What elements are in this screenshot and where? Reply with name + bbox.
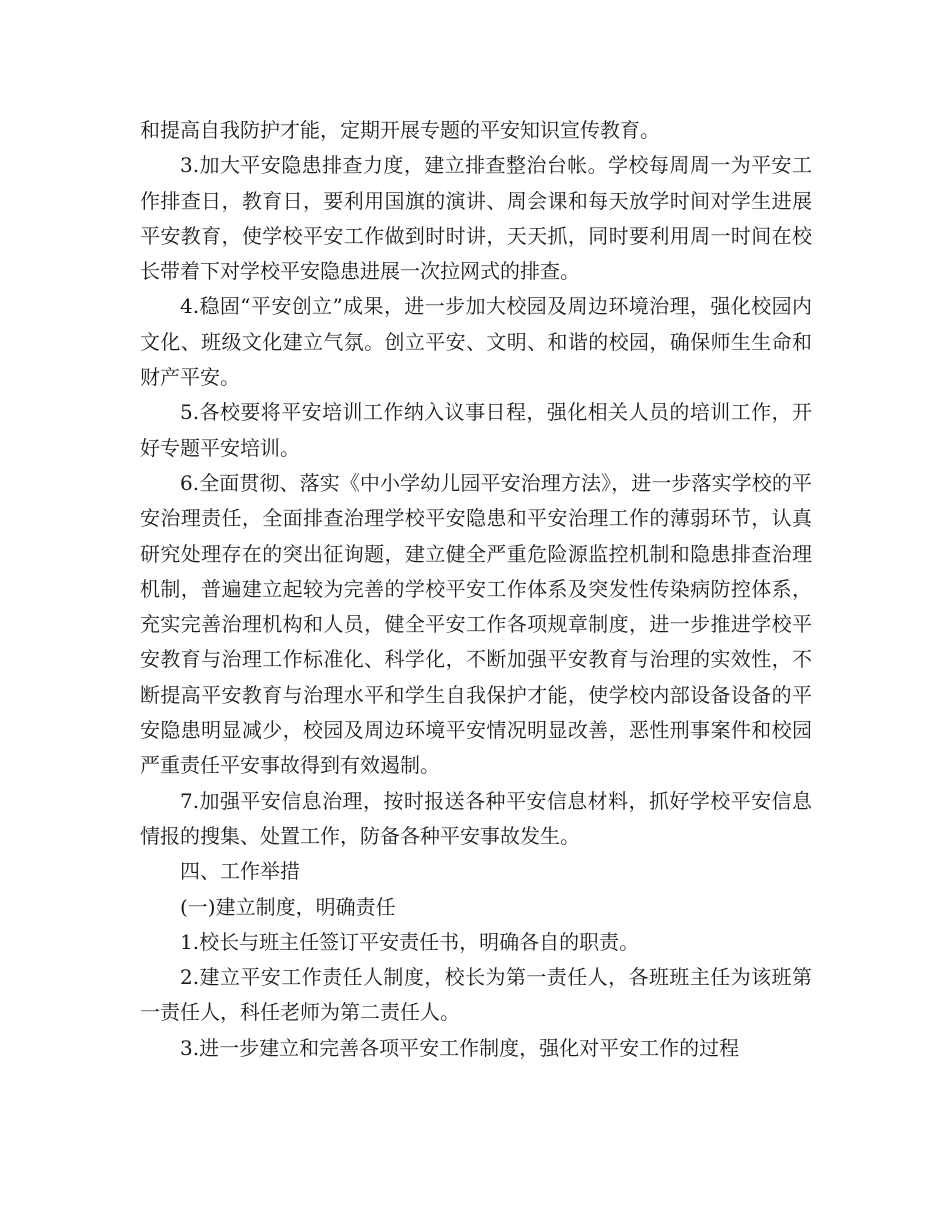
paragraph-continuation: 和提高自我防护才能，定期开展专题的平安知识宣传教育。 [140, 118, 660, 142]
paragraph-item-4: 4.稳固“平安创立”成果，进一步加大校园及周边环境治理，强化校园内文化、班级文化建立气氛。创立平安、文明、和谐的校园，确保师生生命和财产平安。 [140, 294, 812, 390]
paragraph-measure-3: 3.进一步建立和完善各项平安工作制度，强化对平安工作的过程 [180, 1035, 740, 1060]
paragraph-item-6: 6.全面贯彻、落实《中小学幼儿园平安治理方法》，进一步落实学校的平安治理责任，全面排查治理学校平安隐患和平安治理工作的薄弱环节，认真研究处理存在的突出征询题，建立健全严重危险源监控机制和隐患排查治理机制，普遍建立起较为完善的学校平安工作体系及突发性传染病防控体系，充实完善治理机构和人员，健全平安工作各项规章制度，进一步推进学校平安教育与治理工作标准化、科学化，不断加强平安教育与治理的实效性，不断提高平安教育与治理水平和学生自我保护才能，使学校内部设备设备的平安隐患明显减少，校园及周边环境平安情况明显改善，恶性刑事案件和校园严重责任平安事故得到有效遏制。 [140, 470, 812, 778]
document-body [140, 113, 812, 1066]
paragraph-measure-2: 2.建立平安工作责任人制度，校长为第一责任人，各班班主任为该班第一责任人，科任老师为第二责任人。 [140, 965, 812, 1025]
section-heading: 四、工作举措 [180, 859, 300, 884]
paragraph-measure-1: 1.校长与班主任签订平安责任书，明确各自的职责。 [180, 929, 640, 954]
subsection-heading: (一)建立制度，明确责任 [180, 894, 396, 919]
paragraph-item-3: 3.加大平安隐患排查力度，建立排查整治台帐。学校每周周一为平安工作排查日，教育日，要利用国旗的演讲、周会课和每天放学时间对学生进展平安教育，使学校平安工作做到时时讲，天天抓，同时要利用周一时间在校长带着下对学校平安隐患进展一次拉网式的排查。 [140, 153, 812, 284]
paragraph-item-5: 5.各校要将平安培训工作纳入议事日程，强化相关人员的培训工作，开好专题平安培训。 [140, 400, 812, 460]
paragraph-item-7: 7.加强平安信息治理，按时报送各种平安信息材料，抓好学校平安信息情报的搜集、处置工作，防备各种平安事故发生。 [140, 788, 812, 848]
